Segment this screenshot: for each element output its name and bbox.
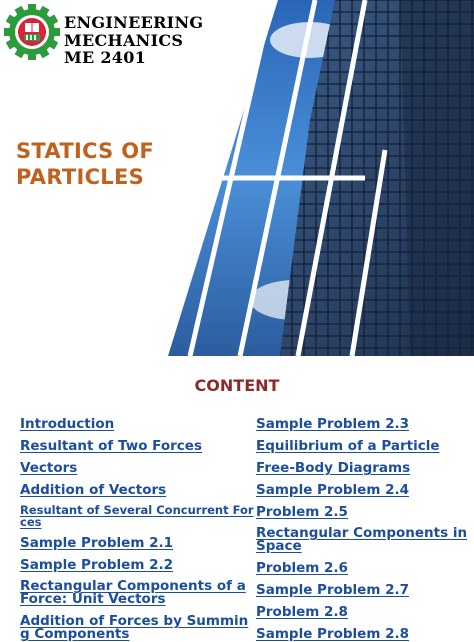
toc-link-sample-problem-2-2[interactable]: Sample Problem 2.2: [20, 557, 174, 573]
toc-link-rectangular-components-unit-vectors[interactable]: Rectangular Components of a Force: Unit Vectors: [20, 578, 246, 607]
toc-link-problem-2-5[interactable]: Problem 2.5: [256, 504, 348, 520]
course-code: ME 2401: [64, 48, 147, 67]
toc-link-problem-2-8[interactable]: Problem 2.8: [256, 604, 348, 620]
toc-link-sample-problem-2-3[interactable]: Sample Problem 2.3: [256, 416, 410, 432]
content-heading: CONTENT: [194, 376, 280, 395]
toc-link-sample-problem-2-4[interactable]: Sample Problem 2.4: [256, 482, 410, 498]
toc-link-resultant-two-forces[interactable]: Resultant of Two Forces: [20, 438, 202, 454]
toc-link-addition-by-summing-components[interactable]: Addition of Forces by Summing Components: [20, 613, 249, 642]
toc-link-sample-problem-2-7[interactable]: Sample Problem 2.7: [256, 582, 410, 598]
toc-link-free-body-diagrams[interactable]: Free-Body Diagrams: [256, 460, 411, 476]
toc-link-vectors[interactable]: Vectors: [20, 460, 78, 476]
toc-link-equilibrium-of-particle[interactable]: Equilibrium of a Particle: [256, 438, 440, 454]
title-line: PARTICLES: [16, 165, 145, 189]
course-line: ENGINEERING: [64, 13, 204, 32]
course-line: MECHANICS: [64, 30, 184, 50]
university-seal-icon: [4, 4, 60, 60]
toc-link-resultant-concurrent-forces[interactable]: Resultant of Several Concurrent Forces: [20, 503, 254, 529]
toc-link-addition-of-vectors[interactable]: Addition of Vectors: [20, 482, 167, 498]
toc-link-introduction[interactable]: Introduction: [20, 416, 115, 432]
toc-link-sample-problem-2-8[interactable]: Sample Problem 2.8: [256, 626, 410, 642]
title-line: STATICS OF: [16, 139, 155, 163]
building-photo: [160, 0, 474, 356]
document-title: [16, 138, 154, 190]
toc-link-rectangular-components-space[interactable]: Rectangular Components in Space: [256, 525, 468, 554]
toc-link-sample-problem-2-1[interactable]: Sample Problem 2.1: [20, 535, 174, 551]
toc-link-problem-2-6[interactable]: Problem 2.6: [256, 560, 348, 576]
